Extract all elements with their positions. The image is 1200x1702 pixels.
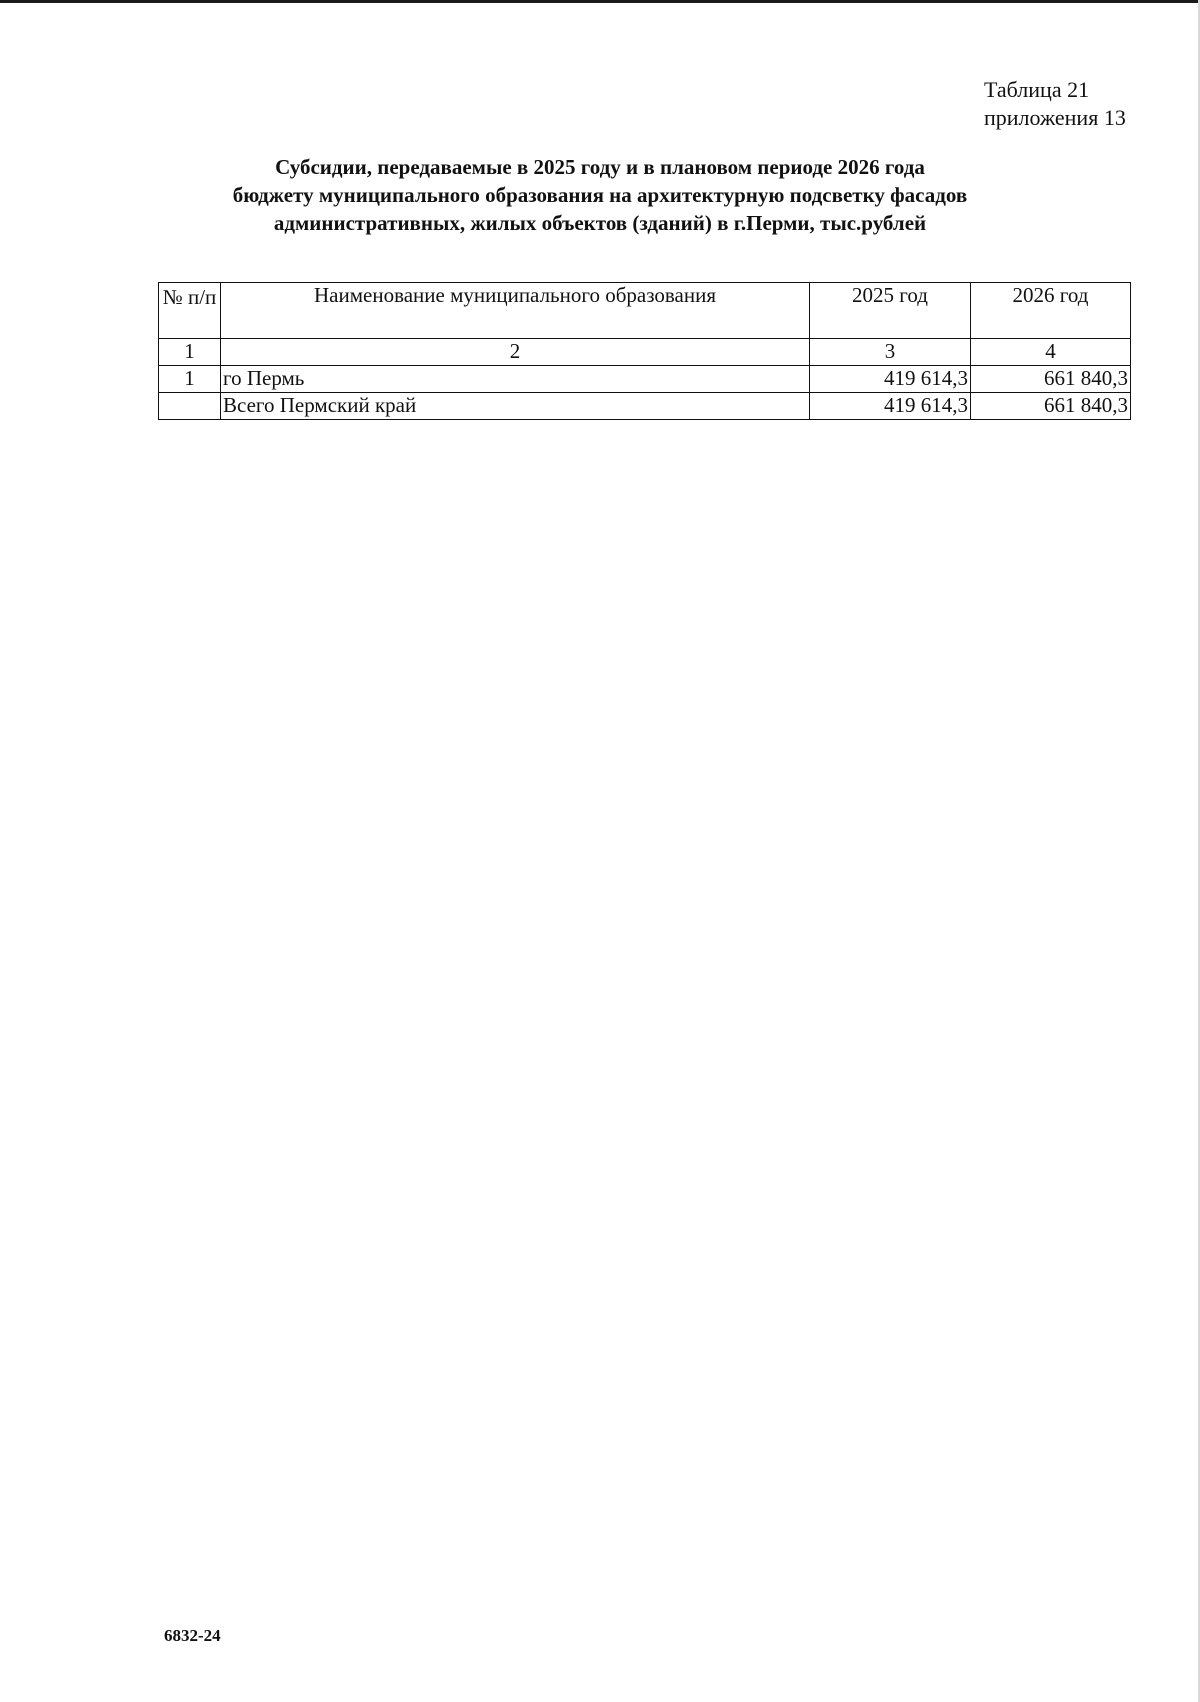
table-reference	[984, 76, 1126, 132]
total-label: Всего Пермский край	[221, 393, 810, 420]
column-index: 2	[221, 339, 810, 366]
subsidy-table	[158, 282, 1131, 420]
amount-2026: 661 840,3	[971, 366, 1131, 393]
header-year-2026: 2026 год	[971, 283, 1131, 339]
title-line-1: Субсидии, передаваемые в 2025 году и в плановом периоде 2026 года	[275, 155, 925, 179]
total-2025: 419 614,3	[810, 393, 971, 420]
total-2026: 661 840,3	[971, 393, 1131, 420]
appendix-number: приложения 13	[984, 105, 1126, 130]
header-number: № п/п	[159, 283, 221, 339]
table-total-row	[159, 393, 1131, 420]
row-number	[159, 393, 221, 420]
column-index: 3	[810, 339, 971, 366]
document-title	[150, 153, 1050, 237]
scan-top-edge	[0, 0, 1200, 3]
document-code: 6832-24	[164, 1626, 221, 1645]
municipality-name: го Пермь	[221, 366, 810, 393]
title-line-3: административных, жилых объектов (зданий) в г.Перми, тыс.рублей	[273, 211, 927, 235]
header-municipality-name: Наименование муниципального образования	[221, 283, 810, 339]
table-header-row	[159, 283, 1131, 339]
row-number: 1	[159, 366, 221, 393]
amount-2025: 419 614,3	[810, 366, 971, 393]
table-row	[159, 366, 1131, 393]
title-line-2: бюджету муниципального образования на архитектурную подсветку фасадов	[232, 183, 968, 207]
column-index: 1	[159, 339, 221, 366]
table-number: Таблица 21	[984, 77, 1090, 102]
column-index: 4	[971, 339, 1131, 366]
header-year-2025: 2025 год	[810, 283, 971, 339]
column-index-row	[159, 339, 1131, 366]
